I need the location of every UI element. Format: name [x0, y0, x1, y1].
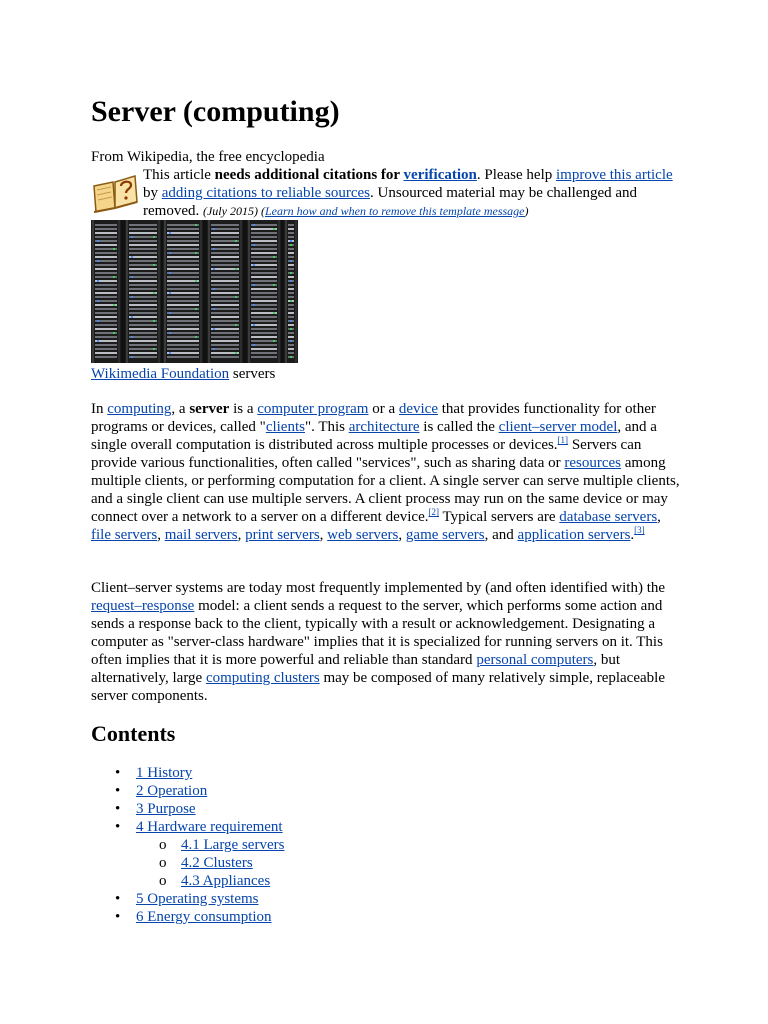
- link-computing[interactable]: computing: [107, 401, 172, 417]
- toc-subitem: [91, 872, 284, 890]
- toc-item: [91, 800, 284, 818]
- improve-article-link[interactable]: improve this article: [556, 167, 673, 183]
- toc-link-operating-systems[interactable]: 5 Operating systems: [136, 891, 259, 907]
- second-paragraph: Client–server systems are today most frequently implemented by (and often identified with) the request–response model: a client sends a request to the server, which performs some action and sends a response back to the client, typically with a result or acknowledgement. Designating a computer as "server-class hardware" implies that it is specialized for running servers on it. This often implies that it is more powerful and reliable than standard personal computers, but alternatively, large computing clusters may be composed of many relatively simple, replaceable server components.: [91, 580, 666, 704]
- link-mail-servers[interactable]: mail servers: [164, 527, 238, 543]
- adding-citations-link[interactable]: adding citations to reliable sources: [161, 185, 371, 201]
- toc-link-purpose[interactable]: 3 Purpose: [136, 801, 196, 817]
- toc-item: [91, 764, 284, 782]
- toc-item: [91, 782, 284, 800]
- toc-item: [91, 890, 284, 908]
- wikimedia-foundation-link[interactable]: Wikimedia Foundation: [91, 366, 230, 382]
- sub-bullet-marker: o: [159, 837, 167, 853]
- tagline: From Wikipedia, the free encyclopedia: [91, 149, 325, 165]
- verification-link[interactable]: verification: [403, 167, 477, 183]
- link-game-servers[interactable]: game servers: [405, 527, 485, 543]
- link-device[interactable]: device: [398, 401, 438, 417]
- server-racks-photo[interactable]: [91, 220, 298, 363]
- toc-link-hardware-requirement[interactable]: 4 Hardware requirement: [136, 819, 283, 835]
- book-question-icon: [91, 172, 139, 214]
- toc-item: [91, 908, 284, 926]
- toc-subitem: [91, 836, 284, 854]
- bullet-marker: •: [115, 801, 121, 817]
- toc-link-energy-consumption[interactable]: 6 Energy consumption: [136, 909, 272, 925]
- link-print-servers[interactable]: print servers: [245, 527, 320, 543]
- toc-link-clusters[interactable]: 4.2 Clusters: [181, 855, 253, 871]
- toc-item: [91, 818, 284, 836]
- server-figure: [91, 220, 301, 383]
- remove-template-link[interactable]: Learn how and when to remove this template message: [264, 204, 525, 218]
- intro-paragraph: In computing, a server is a computer program or a device that provides functionality for other programs or devices, called "clients". This architecture is called the client–server model, and a single overall computation is distributed across multiple processes or devices.[1] Servers can provide various functionalities, often called "services", such as sharing data or resources among multiple clients, or performing computation for a client. A single server can serve multiple clients, and a single client can use multiple servers. A client process may run on the same device or may connect over a network to a server on a different device.[2] Typical servers are database servers, file servers, mail servers, print servers, web servers, game servers, and application servers.[3]: [91, 401, 680, 543]
- sub-bullet-marker: o: [159, 873, 167, 889]
- link-computing-clusters[interactable]: computing clusters: [205, 670, 320, 686]
- table-of-contents: [91, 764, 284, 926]
- link-request-response[interactable]: request–response: [91, 598, 195, 614]
- reference-2[interactable]: [2]: [428, 507, 439, 517]
- page-title: Server (computing): [91, 95, 340, 128]
- notice-date: (July 2015): [202, 204, 258, 218]
- link-application-servers[interactable]: application servers: [517, 527, 631, 543]
- link-file-servers[interactable]: file servers: [91, 527, 158, 543]
- reference-3[interactable]: [3]: [634, 525, 645, 535]
- bullet-marker: •: [115, 909, 121, 925]
- citation-notice: [91, 166, 681, 222]
- link-personal-computers[interactable]: personal computers: [476, 652, 594, 668]
- citation-notice-text: This article needs additional citations for verification. Please help improve this article by adding citations to reliable sources. Unsourced material may be challenged and removed. (July 2015) (Learn how and when to remove this template message): [143, 167, 673, 219]
- link-computer-program[interactable]: computer program: [257, 401, 369, 417]
- toc-link-operation[interactable]: 2 Operation: [136, 783, 208, 799]
- link-architecture[interactable]: architecture: [348, 419, 420, 435]
- bullet-marker: •: [115, 819, 121, 835]
- bullet-marker: •: [115, 891, 121, 907]
- toc-link-large-servers[interactable]: 4.1 Large servers: [181, 837, 285, 853]
- figure-caption: Wikimedia Foundation servers: [91, 366, 276, 382]
- link-database-servers[interactable]: database servers: [559, 509, 658, 525]
- sub-bullet-marker: o: [159, 855, 167, 871]
- link-client-server-model[interactable]: client–server model: [498, 419, 618, 435]
- toc-link-history[interactable]: 1 History: [136, 765, 193, 781]
- link-clients[interactable]: clients: [265, 419, 305, 435]
- reference-1[interactable]: [1]: [557, 435, 569, 445]
- contents-heading: Contents: [91, 721, 176, 746]
- link-web-servers[interactable]: web servers: [327, 527, 399, 543]
- bullet-marker: •: [115, 765, 121, 781]
- bullet-marker: •: [115, 783, 121, 799]
- toc-link-appliances[interactable]: 4.3 Appliances: [181, 873, 271, 889]
- link-resources[interactable]: resources: [564, 455, 621, 471]
- toc-subitem: [91, 854, 284, 872]
